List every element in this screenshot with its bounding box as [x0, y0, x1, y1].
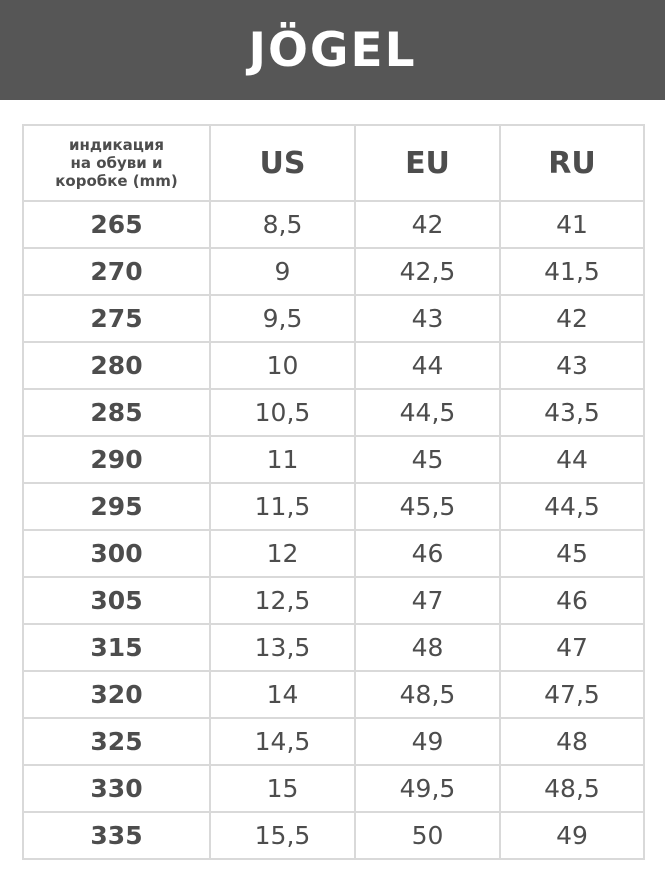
table-row	[23, 389, 644, 436]
table-header	[23, 125, 644, 201]
column-header-us: US	[210, 125, 355, 201]
table-row	[23, 342, 644, 389]
column-header-ru: RU	[500, 125, 644, 201]
cell-eu: 42,5	[355, 248, 500, 295]
cell-us: 11,5	[210, 483, 355, 530]
size-table-container	[0, 100, 665, 870]
column-header-mm-line3: коробке (mm)	[55, 172, 178, 191]
cell-ru: 49	[500, 812, 644, 859]
cell-us: 14,5	[210, 718, 355, 765]
cell-eu: 45	[355, 436, 500, 483]
cell-mm: 335	[23, 812, 210, 859]
cell-mm: 270	[23, 248, 210, 295]
cell-ru: 41	[500, 201, 644, 248]
cell-eu: 43	[355, 295, 500, 342]
cell-mm: 295	[23, 483, 210, 530]
cell-us: 8,5	[210, 201, 355, 248]
cell-mm: 265	[23, 201, 210, 248]
cell-ru: 44,5	[500, 483, 644, 530]
cell-eu: 45,5	[355, 483, 500, 530]
table-row	[23, 671, 644, 718]
cell-us: 12	[210, 530, 355, 577]
table-body	[23, 201, 644, 859]
column-header-mm-line2: на обуви и	[70, 153, 163, 172]
cell-ru: 43	[500, 342, 644, 389]
cell-eu: 49	[355, 718, 500, 765]
column-header-eu: EU	[355, 125, 500, 201]
cell-ru: 47,5	[500, 671, 644, 718]
cell-eu: 42	[355, 201, 500, 248]
cell-mm: 275	[23, 295, 210, 342]
cell-us: 9,5	[210, 295, 355, 342]
table-row	[23, 624, 644, 671]
cell-mm: 325	[23, 718, 210, 765]
cell-mm: 320	[23, 671, 210, 718]
cell-ru: 45	[500, 530, 644, 577]
table-row	[23, 201, 644, 248]
cell-ru: 42	[500, 295, 644, 342]
table-row	[23, 765, 644, 812]
cell-mm: 330	[23, 765, 210, 812]
cell-mm: 280	[23, 342, 210, 389]
table-row	[23, 295, 644, 342]
column-header-mm	[23, 125, 210, 201]
cell-mm: 290	[23, 436, 210, 483]
cell-mm: 315	[23, 624, 210, 671]
cell-us: 13,5	[210, 624, 355, 671]
brand-header	[0, 0, 665, 100]
cell-us: 9	[210, 248, 355, 295]
table-row	[23, 812, 644, 859]
cell-eu: 44	[355, 342, 500, 389]
cell-mm: 305	[23, 577, 210, 624]
brand-logo: JÖGEL	[248, 22, 417, 78]
cell-mm: 300	[23, 530, 210, 577]
table-row	[23, 718, 644, 765]
table-header-row	[23, 125, 644, 201]
table-row	[23, 248, 644, 295]
cell-ru: 47	[500, 624, 644, 671]
cell-us: 10,5	[210, 389, 355, 436]
table-row	[23, 530, 644, 577]
cell-us: 10	[210, 342, 355, 389]
table-row	[23, 483, 644, 530]
table-row	[23, 436, 644, 483]
table-row	[23, 577, 644, 624]
cell-ru: 41,5	[500, 248, 644, 295]
cell-ru: 48,5	[500, 765, 644, 812]
size-table	[22, 124, 645, 860]
cell-mm: 285	[23, 389, 210, 436]
cell-eu: 48,5	[355, 671, 500, 718]
cell-us: 15,5	[210, 812, 355, 859]
cell-us: 15	[210, 765, 355, 812]
cell-eu: 44,5	[355, 389, 500, 436]
cell-us: 11	[210, 436, 355, 483]
cell-ru: 46	[500, 577, 644, 624]
cell-eu: 46	[355, 530, 500, 577]
cell-ru: 43,5	[500, 389, 644, 436]
cell-us: 14	[210, 671, 355, 718]
cell-eu: 48	[355, 624, 500, 671]
cell-ru: 48	[500, 718, 644, 765]
column-header-mm-line1: индикация	[68, 135, 165, 154]
cell-ru: 44	[500, 436, 644, 483]
cell-eu: 47	[355, 577, 500, 624]
cell-us: 12,5	[210, 577, 355, 624]
cell-eu: 50	[355, 812, 500, 859]
cell-eu: 49,5	[355, 765, 500, 812]
